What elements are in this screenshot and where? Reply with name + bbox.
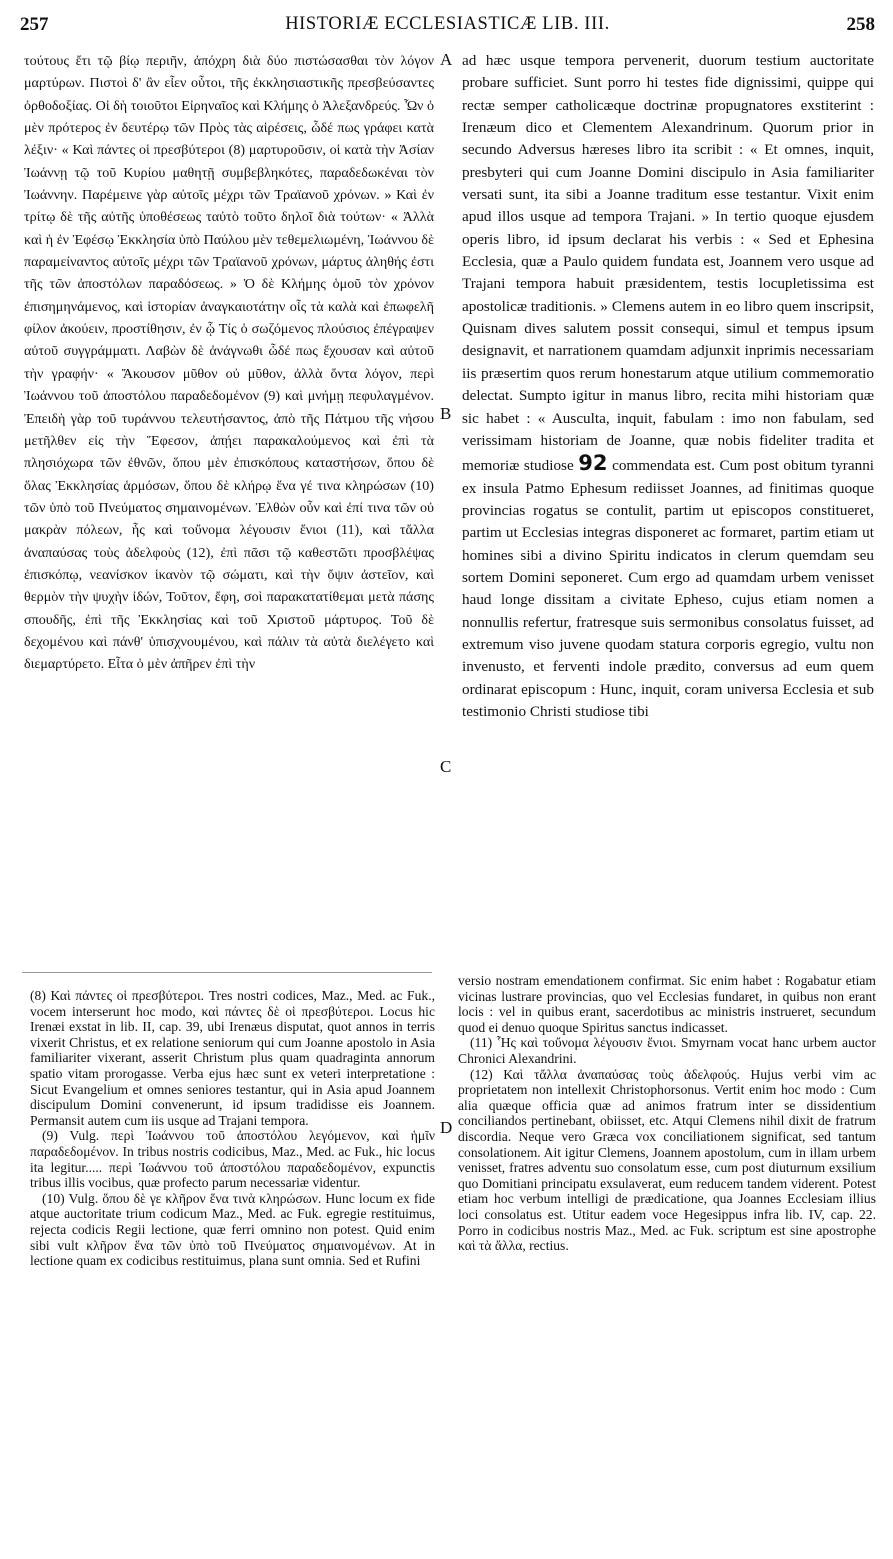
footnote-9: (9) Vulg. περὶ Ἰωάννου τοῦ ἀποστόλου λεγόμενον, καὶ ἡμῖν παραδεδομένον. In tribus nostris codicibus, Maz., Med. ac Fuk., hic locus ita legitur..... περὶ Ἰωάννου τοῦ ἀποστόλου παραδεδομένον, expunctis tribus illis vocibus, quæ profecto parum necessariæ videntur.	[30, 1128, 435, 1191]
greek-text-column: τούτους ἔτι τῷ βίῳ περιῆν, ἀπόχρη διὰ δύο πιστώσασθαι τὸν λόγον μαρτύρων. Πιστοὶ δ' ἂν εἶεν οὗτοι, τῆς ἐκκλησιαστικῆς πρεσβεύσαντες ὀρθοδοξίας. Οἱ δὴ τοιοῦτοι Εἰρηναῖος καὶ Κλήμης ὁ Ἀλεξανδρεύς. Ὧν ὁ μὲν πρότερος ἐν δευτέρῳ τῶν Πρὸς τὰς αἱρέσεις, ὧδέ πως γράφει κατὰ λέξιν· « Καὶ πάντες οἱ πρεσβύτεροι (8) μαρτυροῦσιν, οἱ κατὰ τὴν Ἀσίαν Ἰωάννῃ τῷ τοῦ Κυρίου μαθητῇ συμβεβληκότες, παραδεδωκέναι τὸν Ἰωάννην. Παρέμεινε γὰρ αὐτοῖς μέχρι τῶν Τραϊανοῦ χρόνων. » Καὶ ἐν τρίτῳ δὲ τῆς αὐτῆς ὑποθέσεως ταὐτὸ τοῦτο δηλοῖ διὰ τούτων· « Ἀλλὰ καὶ ἡ ἐν Ἐφέσῳ Ἐκκλησία ὑπὸ Παύλου μὲν τεθεμελιωμένη, Ἰωάννου δὲ παραμείναντος αὐτοῖς μέχρι τῶν Τραϊανοῦ χρόνων, μάρτυς ἀληθής ἐστι τῆς τῶν ἀποστόλων παραδόσεως. » Ὁ δὲ Κλήμης ὁμοῦ τὸν χρόνον ἐπισημηνάμενος, καὶ ἱστορίαν ἀναγκαιοτάτην οἷς τὰ καλὰ καὶ ἐπωφελῆ φίλον ἀκούειν, προστίθησιν, ἐν ᾧ Τίς ὁ σωζόμενος πλούσιος ἐπέγραψεν αὐτοῦ συγγράμματι. Λαβὼν δὲ ἀνάγνωθι ὧδέ πως ἔχουσαν καὶ αὐτοῦ τὴν γραφήν· « Ἄκουσον μῦθον οὐ μῦθον, ἀλλὰ ὄντα λόγον, περὶ Ἰωάννου τοῦ ἀποστόλου παραδεδομένον (9) καὶ μνήμῃ πεφυλαγμένον. Ἐπειδὴ γὰρ τοῦ τυράννου τελευτήσαντος, ἀπὸ τῆς Πάτμου τῆς νήσου μετῆλθεν εἰς τὴν Ἔφεσον, ἀπῄει παρακαλούμενος καὶ ἐπὶ τὰ πλησιόχωρα τῶν ἐθνῶν, ὅπου μὲν ἐπισκόπους καταστήσων, ὅπου δὲ ὅλας Ἐκκλησίας ἁρμόσων, ὅπου δὲ κλήρῳ ἕνα γέ τινα κληρώσων (10) τῶν ὑπὸ τοῦ Πνεύματος σημαινομένων. Ἐλθὼν οὖν καὶ ἐπί τινα τῶν οὐ μακρὰν πόλεων, ἧς καὶ τοὔνομα λέγουσιν ἔνιοι (11), καὶ τἄλλα ἀναπαύσας τοὺς ἀδελφοὺς (12), ἐπὶ πᾶσι τῷ καθεστῶτι προσβλέψας ἐπισκόπῳ, νεανίσκον ἱκανὸν τῷ σώματι, καὶ τὴν ὄψιν ἀστεῖον, καὶ θερμὸν τὴν ψυχὴν ἰδών, Τοῦτον, ἔφη, σοὶ παρακατατίθεμαι μετὰ πάσης σπουδῆς, ἐπὶ τῆς Ἐκκλησίας καὶ τοῦ Χριστοῦ μάρτυρος. Τοῦ δὲ δεχομένου καὶ πάνθ' ὑπισχνουμένου, καὶ πάλιν τὰ αὐτὰ διελέγετο καὶ διεμαρτύρετο. Εἶτα ὁ μὲν ἀπῆρεν ἐπὶ τὴν	[24, 53, 434, 673]
page-header	[20, 14, 875, 40]
footnotes-left	[30, 988, 435, 1269]
latin-text-part-2: commendata est. Cum post obitum tyranni ex insula Patmo Ephesum rediisset Joannes, ad finitimas quoque provincias rogatus se contulit, partim ut episcopos constitueret, partim ut Ecclesias integras disponeret ac formaret, partim etiam ut homines sibi a divino Spiritu indicatos in clerum quemdam seu sortem Domini seponeret. Cum ergo ad quamdam urbem venisset haud longe dissitam a civitate Epheso, cujus etiam nomen a nonnullis refertur, fratresque suis sermonibus consolatus fuisset, ad extremum viso juvene quodam statura corporis egregio, vultu non invenusto, et ferventi indole prædito, conversus ad eum quem ordinarat episcopum : Hunc, inquit, coram universa Ecclesia et sub testimonio Christi studiose tibi	[462, 457, 875, 720]
footnote-10: (10) Vulg. ὅπου δὲ γε κλῆρον ἕνα τινὰ κληρώσων. Hunc locum ex fide atque auctoritate trium codicum Maz., Med. ac Fuk. egregie restituimus, rejecta codicis Regii lectione, quæ ferri omnino non potest. Quid enim sibi vult κλῆρον ἕνα τῶν ὑπὸ τοῦ Πνεύματος σημαινομένων. At in lectione quam ex codicibus restituimus, plana sunt omnia. Sed et Rufini	[30, 1190, 435, 1269]
page-number-left: 257	[20, 14, 49, 35]
margin-marker-d: D	[440, 1118, 453, 1137]
footnote-8: (8) Καὶ πάντες οἱ πρεσβύτεροι. Tres nostri codices, Maz., Med. ac Fuk., vocem interserunt hoc modo, καὶ πάντες δὲ οἱ πρεσβύτεροι. Locus hic Irenæi exstat in lib. II, cap. 39, ubi Irenæus disputat, quot annos in terris vixerit Christus, et ex relatione seniorum qui cum Joanne apostolo in Asia familiariter vixerant, asserit Christum plus quam quadraginta annorum spatio vitam prorogasse. Verba ejus hæc sunt ex veteri interpretatione : Sicut Evangelium et omnes seniores testantur, qui in Asia apud Joannem discipulum Domini convenerunt, id ipsum tradidisse eis Joannem. Permansit autem cum iis usque ad Trajani tempora.	[30, 988, 435, 1128]
running-title: HISTORIÆ ECCLESIASTICÆ LIB. III.	[285, 14, 610, 34]
latin-text-part-1: ad hæc usque tempora pervenerit, duorum testium auctoritate probare sufficiet. Sunt porro hi testes fide dignissimi, quippe qui rectæ semper catholicæque doctrinæ propugnatores exstiterint : Irenæum dico et Clementem Alexandrinum. Quorum prior in secundo Adversus hæreses libro ita scribit : « Et omnes, inquit, presbyteri qui cum Joanne Domini discipulo in Asia familiariter versati sunt, ita sibi a Joanne traditum esse testantur. Vixit enim apud illos usque ad tempora Trajani. » In tertio quoque ejusdem operis libro, id ipsum declarat his verbis : « Sed et Ephesina Ecclesia, quæ a Paulo quidem fundata est, Joannem vero usque ad Trajani tempora habuit præsidentem, testis locupletissima est apostolicæ traditionis. » Clemens autem in eo libro quem inscripsit, Quisnam dives salutem possit consequi, simul et tempus ipsum designavit, et narrationem quamdam adjunxit inprimis necessariam iis præsertim quos rerum honestarum atque utilium commemoratio delectat. Sumpto igitur in manus libro, recita mihi historiam quæ sic habet : « Ausculta, inquit, fabulam : imo non fabulam, sed verissimam historiam de Joanne, quæ nobis fideliter tradita et memoriæ studiose	[462, 52, 874, 475]
column-number-92: 92	[578, 451, 608, 476]
margin-marker-a: A	[440, 50, 453, 69]
footnote-separator	[22, 972, 432, 973]
footnote-11: (11) Ἧς καὶ τοὔνομα λέγουσιν ἔνιοι. Smyrnam vocat hanc urbem auctor Chronici Alexandrini.	[458, 1035, 876, 1066]
margin-marker-c: C	[440, 757, 452, 776]
footnote-10-continued: versio nostram emendationem confirmat. Sic enim habet : Rogabatur etiam vicinas lustrare provincias, quo vel Ecclesias fundaret, in quibus non erant locis : vel in quibus erant, sacerdotibus ac ministris instrueret, secundum quod ei denuo quoque Spiritus sanctus indicasset.	[458, 973, 876, 1035]
page-number-right: 258	[846, 14, 875, 35]
footnote-12: (12) Καὶ τἄλλα ἀναπαύσας τοὺς ἀδελφούς. Hujus verbi vim ac proprietatem non intellexit Christophorsonus. Vertit enim hoc modo : Cum alia quæque officia quæ ad animos fratrum inter se dissidentium conciliandos pertinebant, obiisset, etc. Atqui Clemens nihil dixit de fratrum discordia. Neque vero Græca vox conciliationem significat, sed tantum consolationem. Ait igitur Clemens, Joannem apostolum, cum in illam urbem venisset, fratres adventu suo consolatum esse, cum post diuturnum exsilium quo Domitiani principatu exsulaverat, eum reducem tandem viderent. Potest etiam hoc verbum intelligi de prædicatione, qua Joannes Ecclesiam illius loci consolatus est. Utitur eadem voce Hegesippus infra lib. IV, cap. 22. Porro in codicibus nostris Maz., Med. ac Fuk. scriptum est sine apostrophe καὶ τὰ ἄλλα, rectius.	[458, 1066, 876, 1254]
margin-marker-b: B	[440, 404, 452, 423]
latin-text-column	[462, 50, 874, 723]
footnotes-right	[458, 973, 876, 1254]
